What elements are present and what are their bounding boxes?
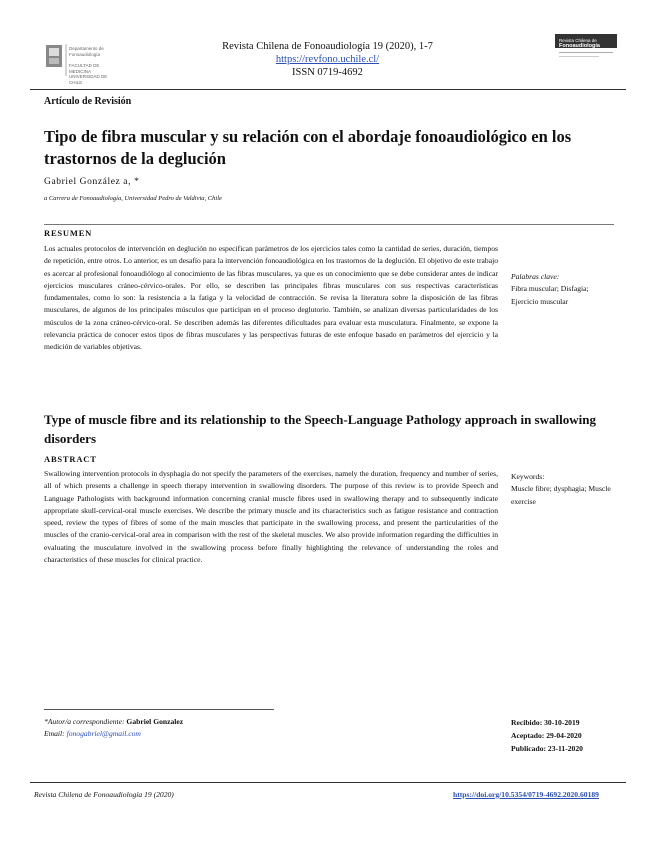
correspondence-note <box>44 716 183 740</box>
abstract-text: Swallowing intervention protocols in dysphagia do not specify the parameters of the exercises, namely the duration, frequency and number of series, all of which presents a challenge in speech therapy intervention in swallowing disorders. The purpose of this review is to provide Speech and Language Pathologists with background information concerning cranial muscle fibres used in swallowing therapy and to subsequently indicate appropriate skull-cervical-oral muscle exercises. We describe the primary muscle and its characteristics such as fatigue resistance and contraction speed, review the types of fibres of some of the main muscles that participate in the swallowing process, and present the particularities of the muscles of the cranio-cervical-oral area in comparison with the rest of the skeletal muscles. We also provide information regarding the difficulties in evaluating the musculature involved in the swallowing process before finally highlighting the relevance of understanding the roles and characteristics of these muscles for clinical practice. <box>44 469 498 565</box>
department-logo-caption-2: FACULTAD DE MEDICINA <box>69 63 100 74</box>
abstract-keywords <box>511 471 616 508</box>
footer-divider <box>30 782 626 783</box>
journal-url-link[interactable]: https://revfono.uchile.cl/ <box>275 54 380 65</box>
email-link[interactable]: fonogabriel@gmail.com <box>66 729 141 738</box>
journal-header <box>175 40 480 79</box>
article-dates <box>511 716 583 755</box>
department-logo-caption: Departamento de Fonoaudiología <box>69 46 104 57</box>
resumen-heading: RESUMEN <box>44 228 93 238</box>
doi-link[interactable]: https://doi.org/10.5354/0719-4692.2020.60189 <box>453 790 599 799</box>
footer-journal: Revista Chilena de Fonoaudiología 19 (2020) <box>34 790 174 799</box>
published-date: Publicado: 23-11-2020 <box>511 744 583 753</box>
abstract-heading: ABSTRACT <box>44 454 97 464</box>
department-logo <box>44 42 110 85</box>
issn: ISSN 0719-4692 <box>292 67 363 78</box>
journal-line: Revista Chilena de Fonoaudiología 19 (2020), 1-7 <box>222 41 433 52</box>
resumen-keywords <box>511 271 616 308</box>
english-title: Type of muscle fibre and its relationship to the Speech-Language Pathology approach in swallowing disorders <box>44 412 596 446</box>
accepted-date: Aceptado: 29-04-2020 <box>511 731 582 740</box>
resumen-keywords-list: Fibra muscular; Disfagia; Ejercicio muscular <box>511 284 589 306</box>
article-title: Tipo de fibra muscular y su relación con el abordaje fonoaudiológico en los trastornos de la deglución <box>44 127 572 168</box>
journal-logo <box>555 34 617 76</box>
department-logo-caption-3: UNIVERSIDAD DE CHILE <box>69 74 108 85</box>
received-date: Recibido: 30-10-2019 <box>511 718 580 727</box>
author-affiliation: a Carrera de Fonoaudiología, Universidad Pedro de Valdivia, Chile <box>44 195 222 202</box>
resumen-divider <box>44 224 614 225</box>
resumen-keywords-label: Palabras clave: <box>511 272 560 281</box>
header-divider <box>30 89 626 90</box>
article-type: Artículo de Revisión <box>44 96 132 107</box>
journal-logo-caption-2: Fonoaudiología <box>559 43 600 49</box>
email-label: Email: <box>44 729 65 738</box>
resumen-text: Los actuales protocolos de intervención en deglución no especifican parámetros de los ejercicios tales como la cantidad de series, duración, tiempos de repetición, entre otros. Lo anterior, es un desafío para la intervención fonoaudiológica en los trastornos de la deglución. El objetivo de este trabajo es acercar al profesional fonoaudiólogo al conocimiento de las fibras musculares, ya que es un conocimiento que se debe considerar antes de indicar ejercicios musculares cráneo-cérvico-orales. Por ello, se describen las principales fibras musculares con sus respectivas características fundamentales, como lo son: la resistencia a la fatiga y la velocidad de contracción. Se revisa la literatura sobre la disposición de las fibras musculares, de algunos de los principales músculos que participan en el proceso deglutorio. También, se analizan diversas particularidades de los músculos de la zona cráneo-cérvico-oral. Se describen además las diferentes dificultades para evaluar esta musculatura. Finalmente, se expone la relevancia práctica de conocer estos tipos de fibras musculares y las perspectivas futuras de este enfoque basado en parámetros del ejercicio y la medición de variables objetivas. <box>44 244 498 352</box>
abstract-keywords-label: Keywords: <box>511 472 545 481</box>
journal-logo-line <box>559 52 613 53</box>
journal-logo-line-2 <box>559 56 599 57</box>
correspondence-label: *Autor/a correspondiente: <box>44 717 125 726</box>
footnote-divider <box>44 709 274 710</box>
journal-logo-caption: Revista Chilena de <box>559 38 597 43</box>
correspondence-name: Gabriel Gonzalez <box>126 717 184 726</box>
author-name: Gabriel González a, * <box>44 177 140 187</box>
abstract-keywords-list: Muscle fibre; dysphagia; Muscle exercise <box>511 484 611 506</box>
